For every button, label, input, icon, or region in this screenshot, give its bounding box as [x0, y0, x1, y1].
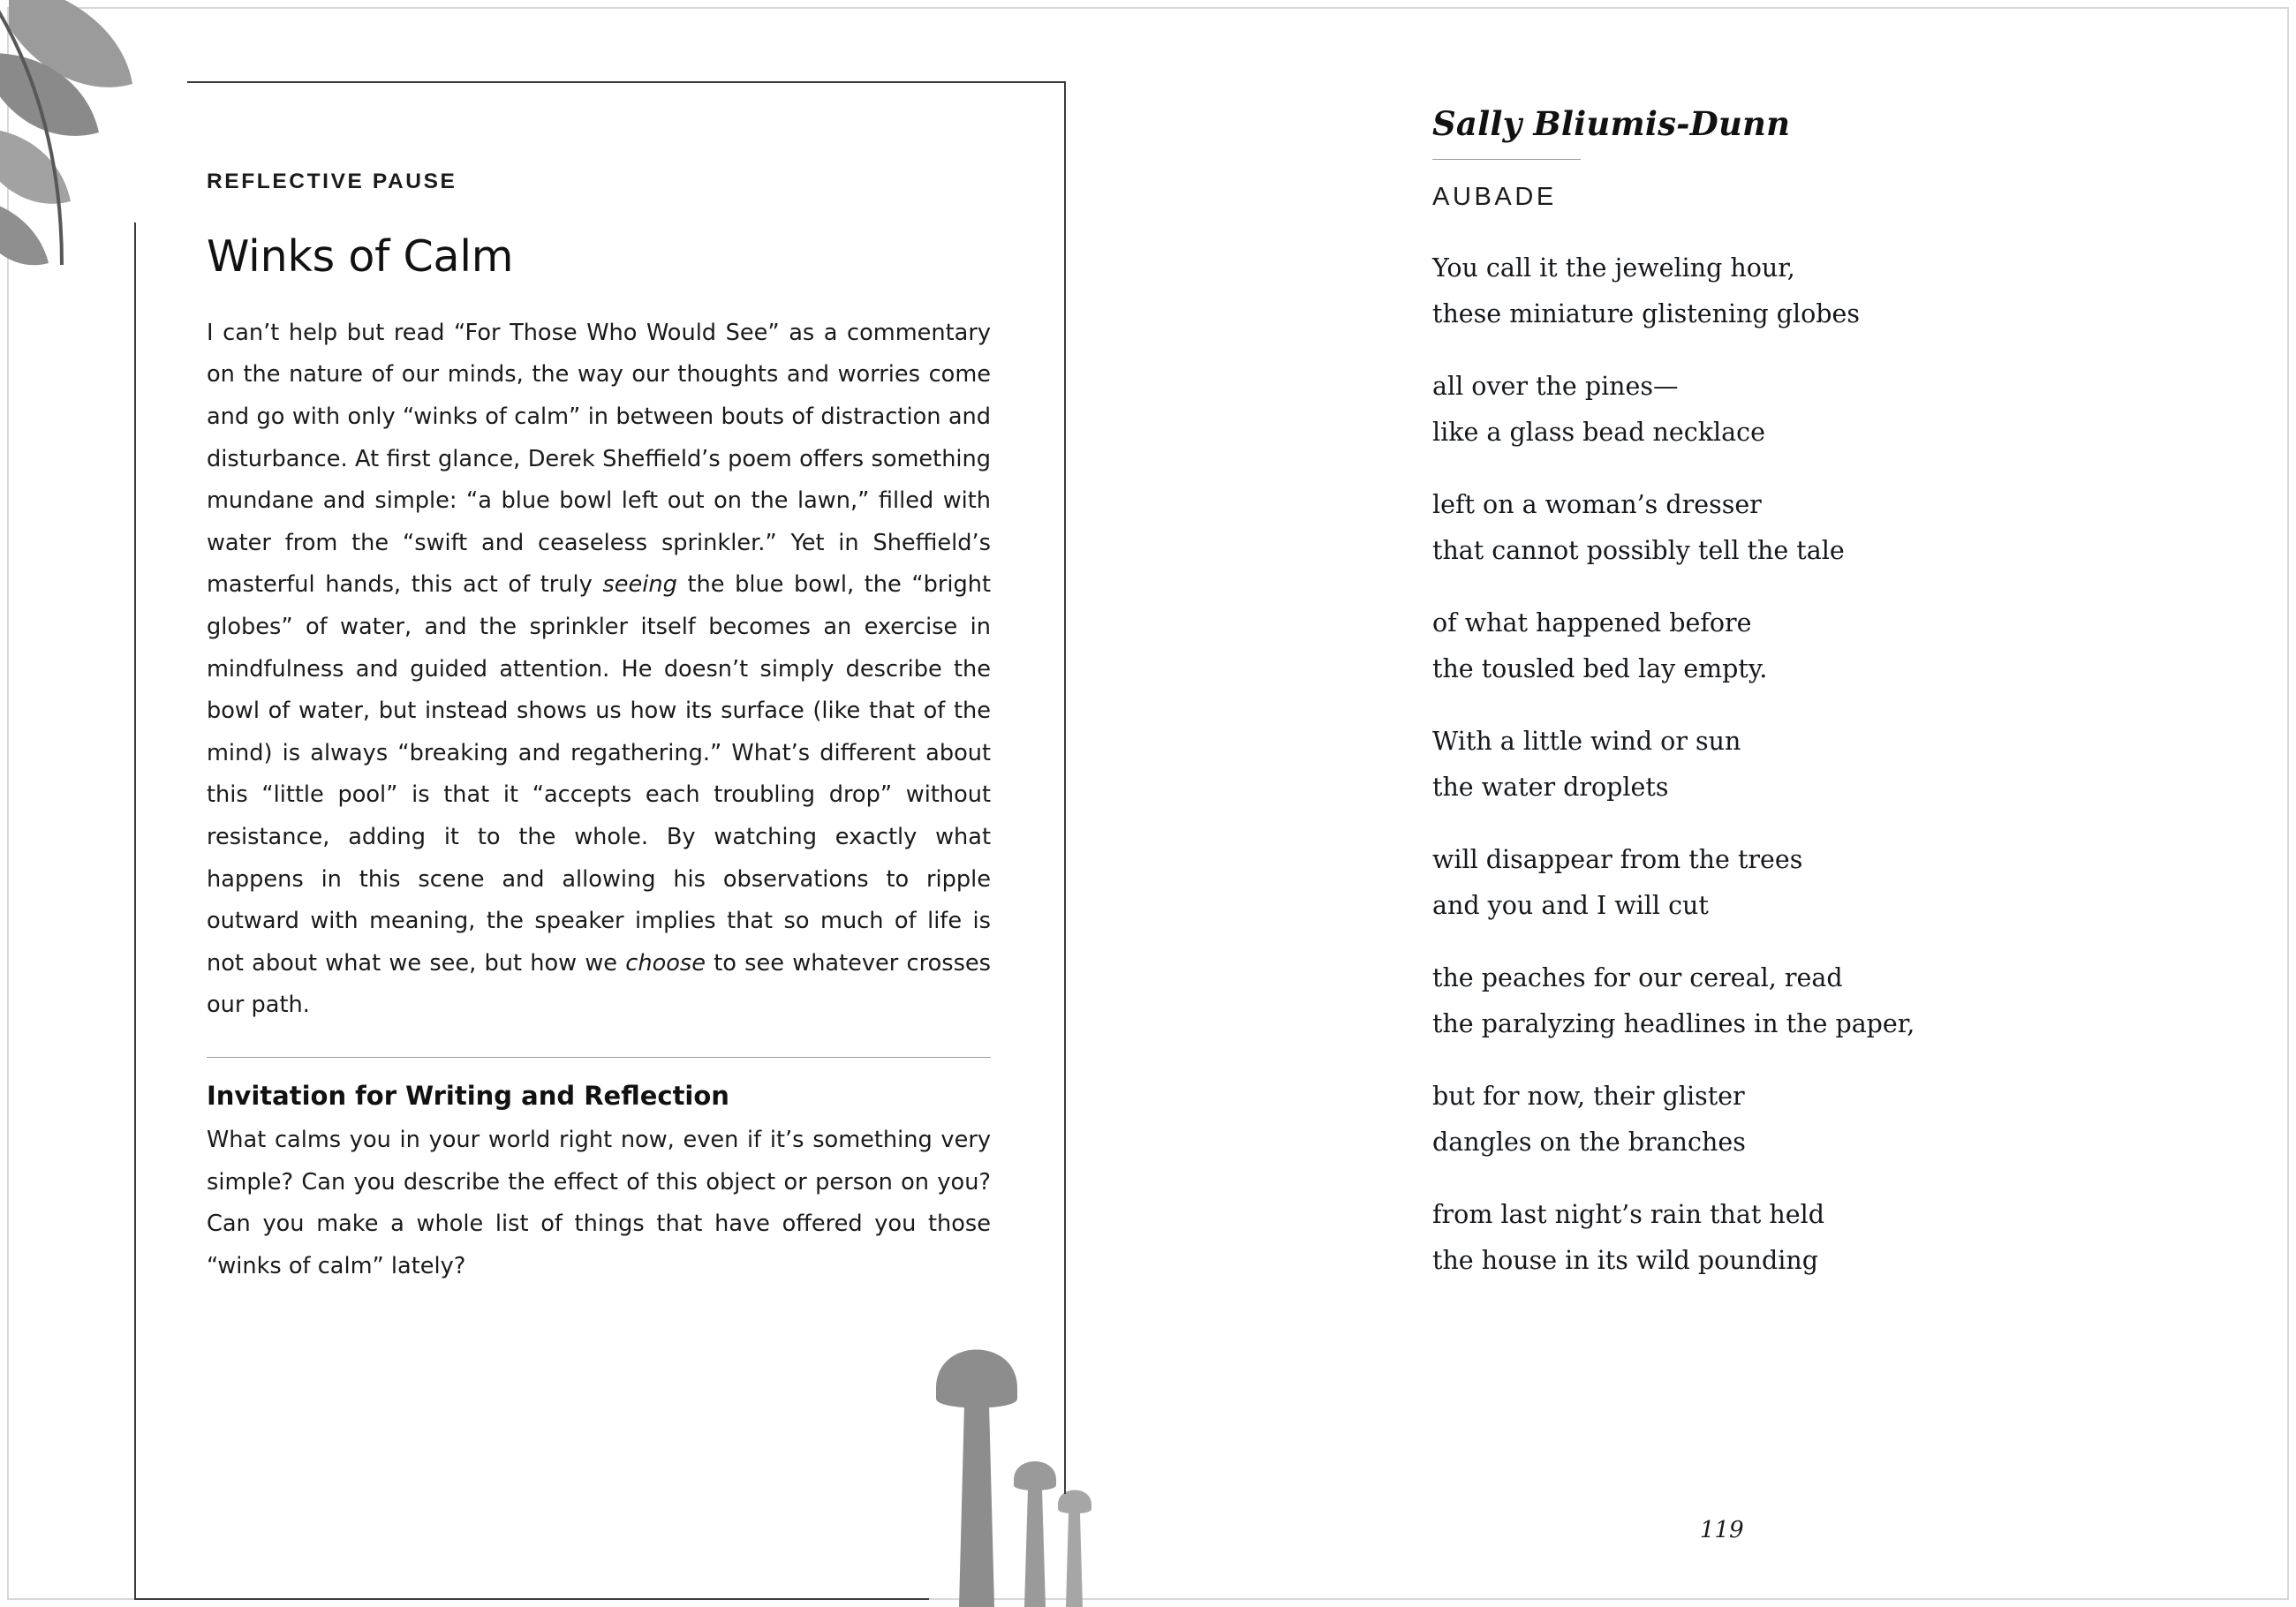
- poem-line: the water droplets: [1432, 773, 1669, 802]
- poem-line: With a little wind or sun: [1432, 727, 1741, 756]
- poem-line: the paralyzing headlines in the paper,: [1432, 1009, 1915, 1038]
- poem-line: the tousled bed lay empty.: [1432, 654, 1768, 683]
- poem-line: of what happened before: [1432, 608, 1752, 638]
- poem-line: the peaches for our cereal, read: [1432, 963, 1843, 992]
- poem-line: will disappear from the trees: [1432, 845, 1803, 874]
- poem-stanza: [1432, 1074, 2051, 1166]
- page-title: Winks of Calm: [207, 231, 514, 282]
- poem-line: but for now, their glister: [1432, 1082, 1745, 1111]
- poem-line: like a glass bead necklace: [1432, 418, 1765, 447]
- page-number: 119: [1700, 1517, 1744, 1543]
- panel-border-right: [1064, 81, 1066, 1494]
- panel-border-bottom: [134, 1598, 929, 1600]
- poem-line: dangles on the branches: [1432, 1128, 1746, 1157]
- poem-stanza: [1432, 245, 2051, 337]
- poem-line: these miniature glistening globes: [1432, 299, 1860, 328]
- poem-line: You call it the jeweling hour,: [1432, 253, 1795, 283]
- poem-line: and you and I will cut: [1432, 891, 1709, 920]
- poem-stanza: [1432, 837, 2051, 929]
- poem-line: all over the pines—: [1432, 372, 1679, 401]
- poem-stanza: [1432, 719, 2051, 811]
- panel-border-left: [134, 223, 136, 1600]
- poem-stanza: [1432, 1192, 2051, 1284]
- poem-stanza: [1432, 364, 2051, 456]
- reflective-pause-panel: [134, 81, 1066, 1520]
- poet-name: Sally Bliumis-Dunn: [1432, 104, 1791, 143]
- divider: [207, 1057, 991, 1058]
- poem-column: [1432, 104, 2051, 1310]
- poem-line: that cannot possibly tell the tale: [1432, 536, 1845, 565]
- poem-stanza: [1432, 600, 2051, 692]
- poem-body: [1432, 245, 2051, 1284]
- poem-line: the house in its wild pounding: [1432, 1246, 1818, 1275]
- panel-border-top: [187, 81, 1066, 83]
- poem-line: from last night’s rain that held: [1432, 1200, 1824, 1229]
- commentary-paragraph: I can’t help but read “For Those Who Would See” as a commentary on the nature of our minds, the way our thoughts and worries come and go with only “winks of calm” in between bouts of distraction and disturbance. At first glance, Derek Sheffield’s poem offers something mundane and simple: “a blue bowl left out on the lawn,” filled with water from the “swift and ceaseless sprinkler.” Yet in Sheffield’s masterful hands, this act of truly seeing the blue bowl, the “bright globes” of water, and the sprinkler itself becomes an exercise in mindfulness and guided attention. He doesn’t simply describe the bowl of water, but instead shows us how its surface (like that of the mind) is always “breaking and regathering.” What’s different about this “little pool” is that it “accepts each troubling drop” without resistance, adding it to the whole. By watching exactly what happens in this scene and allowing his observations to ripple outward with meaning, the speaker implies that so much of life is not about what we see, but how we choose to see whatever crosses our path.: [207, 319, 991, 1019]
- poem-stanza: [1432, 482, 2051, 574]
- poem-line: left on a woman’s dresser: [1432, 490, 1762, 519]
- reflective-pause-content: [207, 170, 991, 1287]
- section-eyebrow: REFLECTIVE PAUSE: [207, 170, 457, 193]
- poet-divider: [1432, 159, 1581, 160]
- invitation-paragraph: What calms you in your world right now, even if it’s something very simple? Can you describe the effect of this object or person on you? Can you make a whole list of things that have offered you those “winks of calm” lately?: [207, 1126, 991, 1279]
- invitation-heading: Invitation for Writing and Reflection: [207, 1080, 729, 1111]
- poem-title: AUBADE: [1432, 183, 1557, 211]
- poem-stanza: [1432, 955, 2051, 1047]
